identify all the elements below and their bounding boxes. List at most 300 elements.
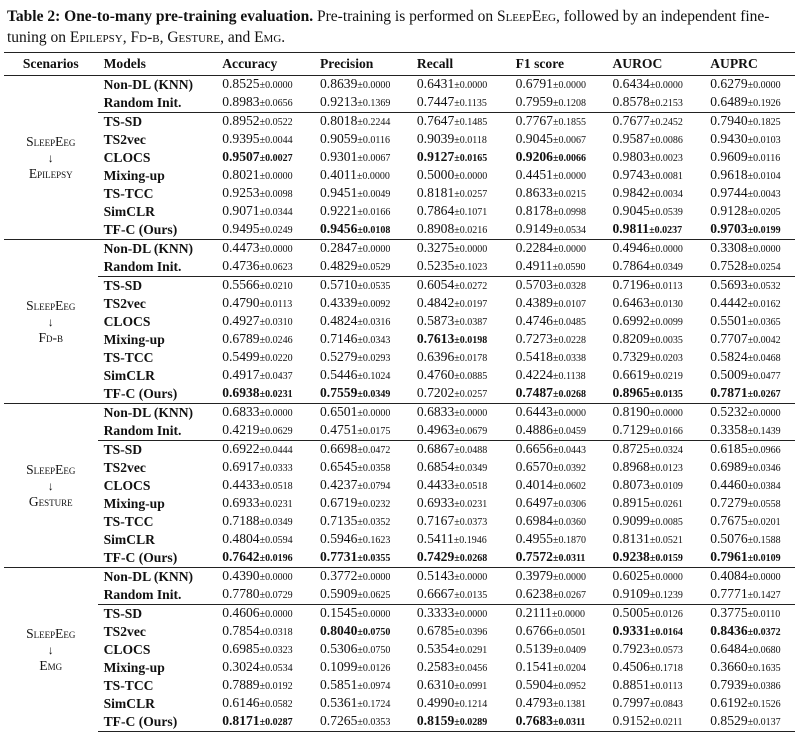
metric-value: 0.4451 — [515, 167, 553, 182]
metric-value: 0.7889 — [222, 677, 260, 692]
metric-value: 0.6667 — [416, 586, 455, 601]
metric-std: ±0.0268 — [552, 389, 586, 400]
metric-value: 0.4433 — [416, 477, 455, 492]
metric-cell — [707, 586, 795, 605]
metric-std: ±0.0165 — [454, 153, 488, 164]
metric-std: ±0.0000 — [454, 408, 488, 419]
metric-cell — [707, 459, 795, 477]
metric-value: 0.3660 — [710, 659, 748, 674]
metric-value: 0.9213 — [320, 94, 358, 109]
metric-value: 0.9507 — [222, 149, 260, 164]
metric-std: ±0.0000 — [259, 244, 293, 255]
metric-cell — [609, 441, 707, 460]
metric-cell — [609, 605, 707, 624]
metric-value: 0.6238 — [515, 586, 553, 601]
metric-std: ±0.0522 — [259, 117, 293, 128]
metric-std: ±0.0220 — [259, 353, 293, 364]
metric-value: 0.4886 — [515, 422, 553, 437]
metric-cell — [609, 113, 707, 132]
metric-cell — [513, 422, 610, 441]
metric-cell — [317, 94, 414, 113]
metric-value: 0.7864 — [612, 258, 650, 273]
metric-value: 0.6992 — [612, 313, 650, 328]
table-row — [4, 623, 795, 641]
metric-cell — [219, 422, 317, 441]
metric-cell — [414, 331, 513, 349]
metric-value: 0.8190 — [612, 404, 650, 419]
metric-cell — [707, 203, 795, 221]
metric-value: 0.7572 — [515, 549, 553, 564]
metric-cell — [513, 240, 610, 259]
metric-std: ±0.0044 — [259, 135, 293, 146]
metric-cell — [414, 586, 513, 605]
metric-value: 0.9703 — [710, 221, 748, 236]
metric-std: ±0.0346 — [747, 463, 781, 474]
metric-std: ±0.0092 — [357, 299, 391, 310]
metric-value: 0.4473 — [222, 240, 260, 255]
metric-cell — [317, 531, 414, 549]
metric-std: ±0.0602 — [552, 481, 586, 492]
metric-value: 0.6489 — [710, 94, 748, 109]
metric-cell — [513, 677, 610, 695]
metric-cell — [513, 623, 610, 641]
metric-value: 0.3275 — [416, 240, 455, 255]
metric-cell — [414, 441, 513, 460]
metric-cell — [609, 568, 707, 587]
metric-cell — [317, 605, 414, 624]
metric-value: 0.1541 — [515, 659, 553, 674]
metric-cell — [609, 295, 707, 313]
metric-std: ±0.0000 — [357, 609, 391, 620]
header-scenarios: Scenarios — [4, 53, 98, 76]
metric-value: 0.8209 — [612, 331, 650, 346]
table-row — [4, 367, 795, 385]
scenario-cell — [4, 568, 98, 732]
metric-value: 0.3775 — [710, 605, 748, 620]
table-row — [4, 404, 795, 423]
metric-cell — [513, 641, 610, 659]
metric-value: 0.4804 — [222, 531, 260, 546]
metric-std: ±0.1724 — [357, 699, 391, 710]
metric-value: 0.8578 — [612, 94, 650, 109]
header-models: Models — [98, 53, 220, 76]
metric-cell — [609, 149, 707, 167]
metric-cell — [707, 331, 795, 349]
metric-value: 0.6985 — [222, 641, 260, 656]
metric-cell — [707, 385, 795, 404]
table-caption — [7, 6, 793, 48]
metric-cell — [414, 221, 513, 240]
metric-std: ±0.0035 — [649, 335, 683, 346]
metric-cell — [513, 221, 610, 240]
metric-cell — [317, 203, 414, 221]
metric-cell — [317, 568, 414, 587]
metric-std: ±0.0656 — [259, 98, 293, 109]
metric-cell — [219, 404, 317, 423]
metric-value: 0.4927 — [222, 313, 260, 328]
metric-value: 0.9842 — [612, 185, 650, 200]
table-row — [4, 385, 795, 404]
metric-value: 0.7675 — [710, 513, 748, 528]
metric-std: ±0.0485 — [552, 317, 586, 328]
metric-value: 0.4339 — [320, 295, 358, 310]
metric-std: ±0.0231 — [454, 499, 488, 510]
metric-value: 0.7961 — [710, 549, 748, 564]
metric-value: 0.7447 — [416, 94, 455, 109]
metric-cell — [219, 258, 317, 277]
metric-value: 0.7780 — [222, 586, 260, 601]
metric-std: ±0.1855 — [552, 117, 586, 128]
metric-std: ±0.0066 — [552, 153, 586, 164]
metric-value: 0.4460 — [710, 477, 748, 492]
metric-cell — [414, 258, 513, 277]
metric-std: ±0.0219 — [649, 371, 683, 382]
metric-cell — [219, 185, 317, 203]
model-name: Random Init. — [103, 95, 182, 110]
metric-cell — [219, 441, 317, 460]
metric-cell — [414, 513, 513, 531]
metric-std: ±0.0067 — [357, 153, 391, 164]
metric-cell — [219, 605, 317, 624]
metric-cell — [219, 385, 317, 404]
metric-value: 0.4014 — [515, 477, 553, 492]
metric-cell — [707, 349, 795, 367]
metric-std: ±0.0023 — [649, 153, 683, 164]
metric-value: 0.8965 — [612, 385, 650, 400]
model-name: SimCLR — [103, 368, 155, 383]
metric-std: ±0.0267 — [747, 389, 781, 400]
metric-cell — [609, 495, 707, 513]
metric-cell — [707, 367, 795, 385]
metric-value: 0.1099 — [320, 659, 358, 674]
metric-cell — [707, 422, 795, 441]
metric-cell — [707, 295, 795, 313]
metric-std: ±0.0113 — [259, 299, 293, 310]
metric-value: 0.7135 — [320, 513, 358, 528]
metric-value: 0.6933 — [416, 495, 455, 510]
metric-value: 0.9587 — [612, 131, 650, 146]
metric-cell — [219, 713, 317, 732]
metric-value: 0.5499 — [222, 349, 260, 364]
metric-std: ±0.0042 — [747, 335, 781, 346]
metric-cell — [414, 549, 513, 568]
metric-value: 0.8851 — [612, 677, 650, 692]
metric-value: 0.7167 — [416, 513, 455, 528]
metric-value: 0.7196 — [612, 277, 650, 292]
metric-cell — [609, 513, 707, 531]
metric-value: 0.4963 — [416, 422, 455, 437]
table-row — [4, 149, 795, 167]
metric-cell — [609, 76, 707, 95]
metric-value: 0.5824 — [710, 349, 748, 364]
metric-value: 0.9609 — [710, 149, 748, 164]
metric-cell — [414, 495, 513, 513]
metric-std: ±0.0126 — [649, 609, 683, 620]
metric-std: ±0.0166 — [357, 207, 391, 218]
model-name: TS-SD — [98, 605, 220, 624]
metric-cell — [609, 203, 707, 221]
metric-value: 0.4736 — [222, 258, 260, 273]
metric-std: ±0.0000 — [259, 80, 293, 91]
metric-value: 0.9127 — [416, 149, 455, 164]
metric-std: ±0.0532 — [747, 281, 781, 292]
metric-value: 0.4917 — [222, 367, 260, 382]
metric-cell — [513, 441, 610, 460]
metric-std: ±0.0000 — [357, 572, 391, 583]
table-row — [4, 695, 795, 713]
metric-cell — [219, 131, 317, 149]
metric-cell — [219, 677, 317, 695]
metric-std: ±0.0998 — [552, 207, 586, 218]
metric-value: 0.8915 — [612, 495, 650, 510]
metric-value: 0.6766 — [515, 623, 553, 638]
metric-value: 0.4746 — [515, 313, 553, 328]
metric-cell — [707, 549, 795, 568]
metric-std: ±0.0794 — [357, 481, 391, 492]
metric-cell — [707, 568, 795, 587]
metric-std: ±0.0000 — [552, 80, 586, 91]
metric-cell — [707, 513, 795, 531]
metric-std: ±0.0211 — [649, 717, 683, 728]
metric-cell — [317, 76, 414, 95]
metric-value: 0.2111 — [515, 605, 552, 620]
metric-std: ±0.1718 — [649, 663, 683, 674]
metric-std: ±0.0116 — [357, 135, 391, 146]
metric-value: 0.6833 — [222, 404, 260, 419]
metric-std: ±0.0316 — [357, 317, 391, 328]
metric-std: ±0.0000 — [649, 244, 683, 255]
metric-cell — [513, 404, 610, 423]
metric-value: 0.5306 — [320, 641, 358, 656]
metric-std: ±0.0215 — [552, 189, 586, 200]
table-row — [4, 477, 795, 495]
metric-std: ±0.0000 — [551, 609, 585, 620]
metric-std: ±0.0459 — [552, 426, 586, 437]
metric-std: ±0.0197 — [454, 299, 488, 310]
metric-std: ±0.2244 — [357, 117, 391, 128]
metric-std: ±0.0573 — [649, 645, 683, 656]
header-auprc: AUPRC — [707, 53, 795, 76]
metric-std: ±0.1588 — [747, 535, 781, 546]
metric-std: ±0.0534 — [552, 225, 586, 236]
metric-value: 0.9451 — [320, 185, 358, 200]
model-name: Non-DL (KNN) — [98, 568, 220, 587]
metric-cell — [513, 713, 610, 732]
metric-std: ±0.0116 — [747, 153, 781, 164]
metric-value: 0.9221 — [320, 203, 358, 218]
metric-value: 0.8968 — [612, 459, 650, 474]
metric-cell — [609, 404, 707, 423]
metric-std: ±0.1427 — [747, 590, 781, 601]
metric-cell — [317, 385, 414, 404]
metric-std: ±0.0000 — [259, 171, 293, 182]
metric-value: 0.8171 — [222, 713, 260, 728]
metric-cell — [219, 313, 317, 331]
metric-cell — [707, 94, 795, 113]
metric-value: 0.6917 — [222, 459, 260, 474]
metric-std: ±0.0343 — [357, 335, 391, 346]
model-name: Mixing-up — [103, 660, 165, 675]
metric-std: ±0.0166 — [649, 426, 683, 437]
metric-cell — [513, 113, 610, 132]
metric-value: 0.8983 — [222, 94, 260, 109]
metric-std: ±0.0353 — [357, 717, 391, 728]
metric-value: 0.3024 — [222, 659, 260, 674]
metric-std: ±0.0268 — [454, 553, 488, 564]
metric-value: 0.5418 — [515, 349, 553, 364]
metric-value: 0.3333 — [416, 605, 455, 620]
metric-value: 0.7864 — [416, 203, 455, 218]
metric-std: ±0.0360 — [552, 517, 586, 528]
metric-std: ±0.0396 — [454, 627, 488, 638]
metric-value: 0.5000 — [416, 167, 455, 182]
metric-cell — [513, 277, 610, 296]
metric-value: 0.6185 — [710, 441, 748, 456]
metric-cell — [317, 695, 414, 713]
metric-std: ±0.0137 — [747, 717, 781, 728]
metric-std: ±0.1870 — [552, 535, 586, 546]
metric-std: ±0.1135 — [454, 98, 487, 109]
metric-std: ±0.0000 — [747, 572, 781, 583]
metric-std: ±0.0254 — [747, 262, 781, 273]
caption-target: Emg — [254, 29, 282, 46]
table-row — [4, 113, 795, 132]
metric-std: ±0.0558 — [747, 499, 781, 510]
metric-cell — [317, 349, 414, 367]
metric-std: ±0.0000 — [552, 171, 586, 182]
metric-cell — [317, 495, 414, 513]
metric-std: ±0.0311 — [552, 553, 586, 564]
metric-std: ±0.0437 — [259, 371, 293, 382]
metric-cell — [219, 295, 317, 313]
down-arrow-icon: ↓ — [47, 314, 54, 329]
metric-cell — [317, 549, 414, 568]
metric-std: ±0.0043 — [747, 189, 781, 200]
scenario-target: Emg — [39, 657, 63, 673]
table-row — [4, 641, 795, 659]
metric-std: ±0.0135 — [454, 590, 488, 601]
metric-std: ±0.0000 — [357, 80, 391, 91]
metric-value: 0.9456 — [320, 221, 358, 236]
metric-cell — [513, 313, 610, 331]
table-row — [4, 513, 795, 531]
metric-value: 0.7129 — [612, 422, 650, 437]
metric-std: ±0.1825 — [747, 117, 781, 128]
metric-value: 0.6192 — [710, 695, 748, 710]
metric-value: 0.6396 — [416, 349, 455, 364]
metric-std: ±0.0501 — [552, 627, 586, 638]
metric-value: 0.9743 — [612, 167, 650, 182]
metric-value: 0.6501 — [320, 404, 358, 419]
metric-std: ±0.0535 — [357, 281, 391, 292]
metric-value: 0.8525 — [222, 76, 260, 91]
metric-cell — [414, 203, 513, 221]
metric-value: 0.9744 — [710, 185, 748, 200]
metric-std: ±0.0130 — [649, 299, 683, 310]
metric-value: 0.6656 — [515, 441, 553, 456]
metric-value: 0.9149 — [515, 221, 553, 236]
metric-value: 0.6434 — [612, 76, 650, 91]
caption-target: Fd-b — [130, 29, 160, 46]
metric-cell — [414, 240, 513, 259]
metric-std: ±0.0108 — [357, 225, 391, 236]
metric-value: 0.4224 — [515, 367, 553, 382]
metric-value: 0.9331 — [612, 623, 650, 638]
metric-cell — [317, 677, 414, 695]
model-name: TS-TCC — [103, 350, 154, 365]
metric-cell — [513, 549, 610, 568]
metric-std: ±0.0000 — [649, 408, 683, 419]
metric-cell — [414, 94, 513, 113]
metric-std: ±0.0246 — [259, 335, 293, 346]
metric-std: ±0.0000 — [356, 171, 390, 182]
metric-cell — [317, 513, 414, 531]
metric-std: ±0.0444 — [259, 445, 293, 456]
metric-cell — [317, 586, 414, 605]
metric-std: ±0.0067 — [552, 135, 586, 146]
caption-text: Pre-training is performed on — [317, 8, 494, 25]
metric-value: 0.9059 — [320, 131, 358, 146]
metric-value: 0.7528 — [710, 258, 748, 273]
metric-cell — [513, 167, 610, 185]
metric-std: ±0.0000 — [552, 244, 586, 255]
results-table — [4, 52, 795, 732]
metric-std: ±0.1635 — [747, 663, 781, 674]
metric-std: ±0.0843 — [649, 699, 683, 710]
metric-std: ±0.0237 — [649, 225, 683, 236]
model-name: TS-TCC — [103, 514, 154, 529]
metric-cell — [513, 385, 610, 404]
metric-std: ±0.0358 — [357, 463, 391, 474]
metric-cell — [414, 313, 513, 331]
caption-sep: , — [159, 29, 164, 46]
metric-value: 0.9430 — [710, 131, 748, 146]
metric-value: 0.5851 — [320, 677, 358, 692]
metric-value: 0.4237 — [320, 477, 358, 492]
metric-value: 0.8040 — [320, 623, 358, 638]
caption-target: Gesture — [167, 29, 221, 46]
metric-value: 0.2583 — [416, 659, 455, 674]
model-name: Mixing-up — [103, 168, 165, 183]
metric-cell — [609, 240, 707, 259]
metric-std: ±0.1239 — [649, 590, 683, 601]
metric-std: ±0.0257 — [454, 189, 488, 200]
metric-value: 0.4751 — [320, 422, 358, 437]
metric-cell — [414, 404, 513, 423]
metric-std: ±0.0204 — [552, 663, 586, 674]
metric-std: ±0.0000 — [649, 572, 683, 583]
model-name: TS-TCC — [103, 186, 154, 201]
metric-value: 0.8725 — [612, 441, 650, 456]
metric-std: ±0.0216 — [454, 225, 488, 236]
metric-value: 0.9618 — [710, 167, 748, 182]
metric-cell — [609, 641, 707, 659]
metric-value: 0.8633 — [515, 185, 553, 200]
metric-std: ±0.0123 — [649, 463, 683, 474]
table-row — [4, 495, 795, 513]
metric-value: 0.7939 — [710, 677, 748, 692]
metric-value: 0.6443 — [515, 404, 553, 419]
caption-target: Epilepsy — [69, 29, 123, 46]
metric-std: ±0.0443 — [552, 445, 586, 456]
metric-cell — [414, 659, 513, 677]
metric-value: 0.4990 — [416, 695, 455, 710]
metric-value: 0.2847 — [320, 240, 358, 255]
model-name: TF-C (Ours) — [103, 386, 178, 401]
metric-std: ±0.0098 — [259, 189, 293, 200]
metric-cell — [317, 459, 414, 477]
metric-std: ±0.0210 — [259, 281, 293, 292]
